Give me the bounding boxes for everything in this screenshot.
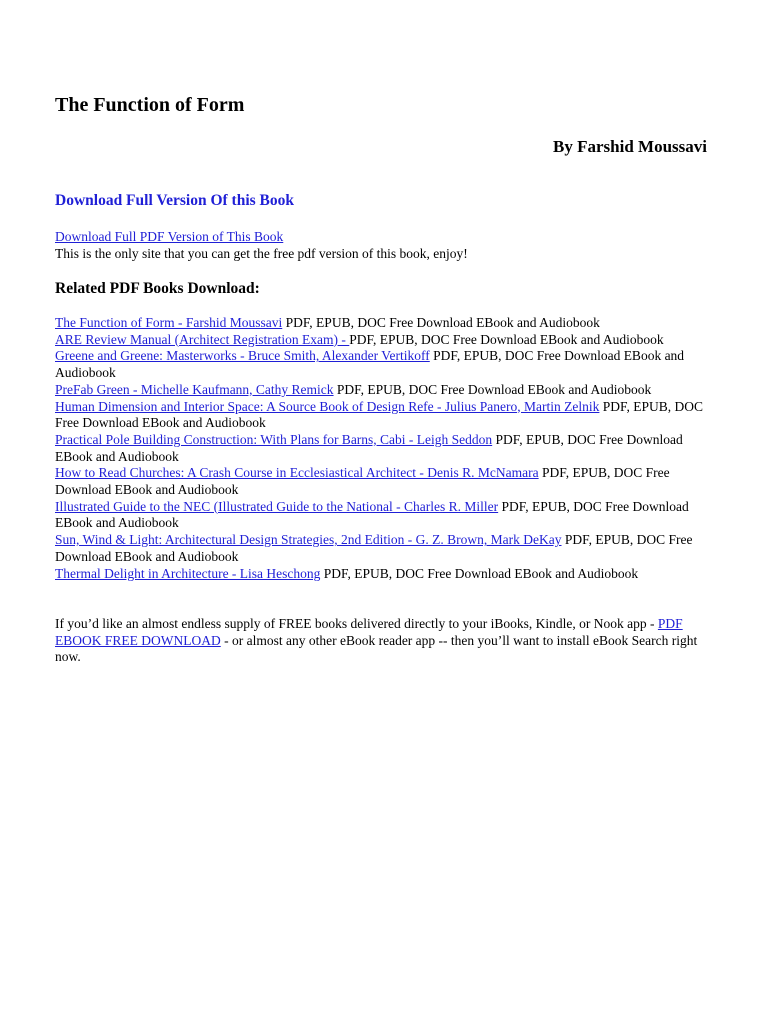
download-heading: Download Full Version Of this Book [55, 192, 295, 209]
related-book-formats: PDF, EPUB, DOC Free Download EBook and Audiobook [349, 331, 664, 347]
page-title: The Function of Form [55, 94, 245, 116]
list-item [55, 332, 715, 349]
related-book-link[interactable]: Illustrated Guide to the NEC (Illustrated Guide to the National - Charles R. Miller [55, 498, 499, 514]
related-book-formats: PDF, EPUB, DOC Free Download EBook and Audiobook [55, 465, 670, 498]
related-heading: Related PDF Books Download: [55, 280, 260, 297]
related-book-formats: PDF, EPUB, DOC Free Download EBook and Audiobook [320, 565, 639, 581]
related-book-link[interactable]: ARE Review Manual (Architect Registration Exam) - [55, 331, 350, 347]
list-item [55, 348, 715, 381]
list-item [55, 465, 715, 498]
related-book-link[interactable]: Sun, Wind & Light: Architectural Design Strategies, 2nd Edition - G. Z. Brown, Mark DeKay [55, 532, 562, 548]
related-book-link[interactable]: Practical Pole Building Construction: With Plans for Barns, Cabi - Leigh Seddon [55, 431, 493, 447]
list-item [55, 315, 715, 332]
related-books-list [55, 315, 715, 582]
list-item [55, 432, 715, 465]
related-book-formats: PDF, EPUB, DOC Free Download EBook and Audiobook [55, 532, 693, 564]
ebook-download-link[interactable]: PDF EBOOK FREE DOWNLOAD [55, 616, 683, 648]
related-book-link[interactable]: How to Read Churches: A Crash Course in Ecclesiastical Architect - Denis R. McNamara [55, 465, 539, 481]
list-item [55, 532, 715, 565]
related-book-link[interactable]: Human Dimension and Interior Space: A Source Book of Design Refe - Julius Panero, Martin Zelnik [55, 398, 600, 414]
list-item [55, 382, 715, 399]
footer-text-after: - or almost any other eBook reader app -- then you’ll want to install eBook Search right now. [55, 632, 698, 665]
footer-text-before: If you’d like an almost endless supply of FREE books delivered directly to your iBooks, Kindle, or Nook app - [55, 616, 658, 631]
download-block [55, 229, 715, 262]
download-note: This is the only site that you can get the free pdf version of this book, enjoy! [55, 245, 468, 261]
list-item [55, 499, 715, 532]
footer-paragraph [55, 616, 705, 666]
related-book-formats: PDF, EPUB, DOC Free Download EBook and Audiobook [55, 398, 703, 431]
related-book-link[interactable]: PreFab Green - Michelle Kaufmann, Cathy Remick [55, 381, 334, 397]
related-book-formats: PDF, EPUB, DOC Free Download EBook and Audiobook [55, 431, 683, 464]
download-pdf-link[interactable]: Download Full PDF Version of This Book [55, 229, 284, 244]
list-item [55, 399, 715, 432]
list-item [55, 566, 715, 583]
related-book-formats: PDF, EPUB, DOC Free Download EBook and Audiobook [333, 381, 652, 397]
related-book-link[interactable]: Thermal Delight in Architecture - Lisa Heschong [55, 565, 321, 581]
related-book-formats: PDF, EPUB, DOC Free Download EBook and Audiobook [55, 498, 689, 531]
related-book-link[interactable]: Greene and Greene: Masterworks - Bruce Smith, Alexander Vertikoff [55, 348, 430, 364]
related-book-formats: PDF, EPUB, DOC Free Download EBook and Audiobook [282, 315, 600, 330]
related-book-link[interactable]: The Function of Form - Farshid Moussavi [55, 315, 283, 330]
related-book-formats: PDF, EPUB, DOC Free Download EBook and Audiobook [55, 348, 685, 381]
author-byline: By Farshid Moussavi [553, 137, 707, 156]
